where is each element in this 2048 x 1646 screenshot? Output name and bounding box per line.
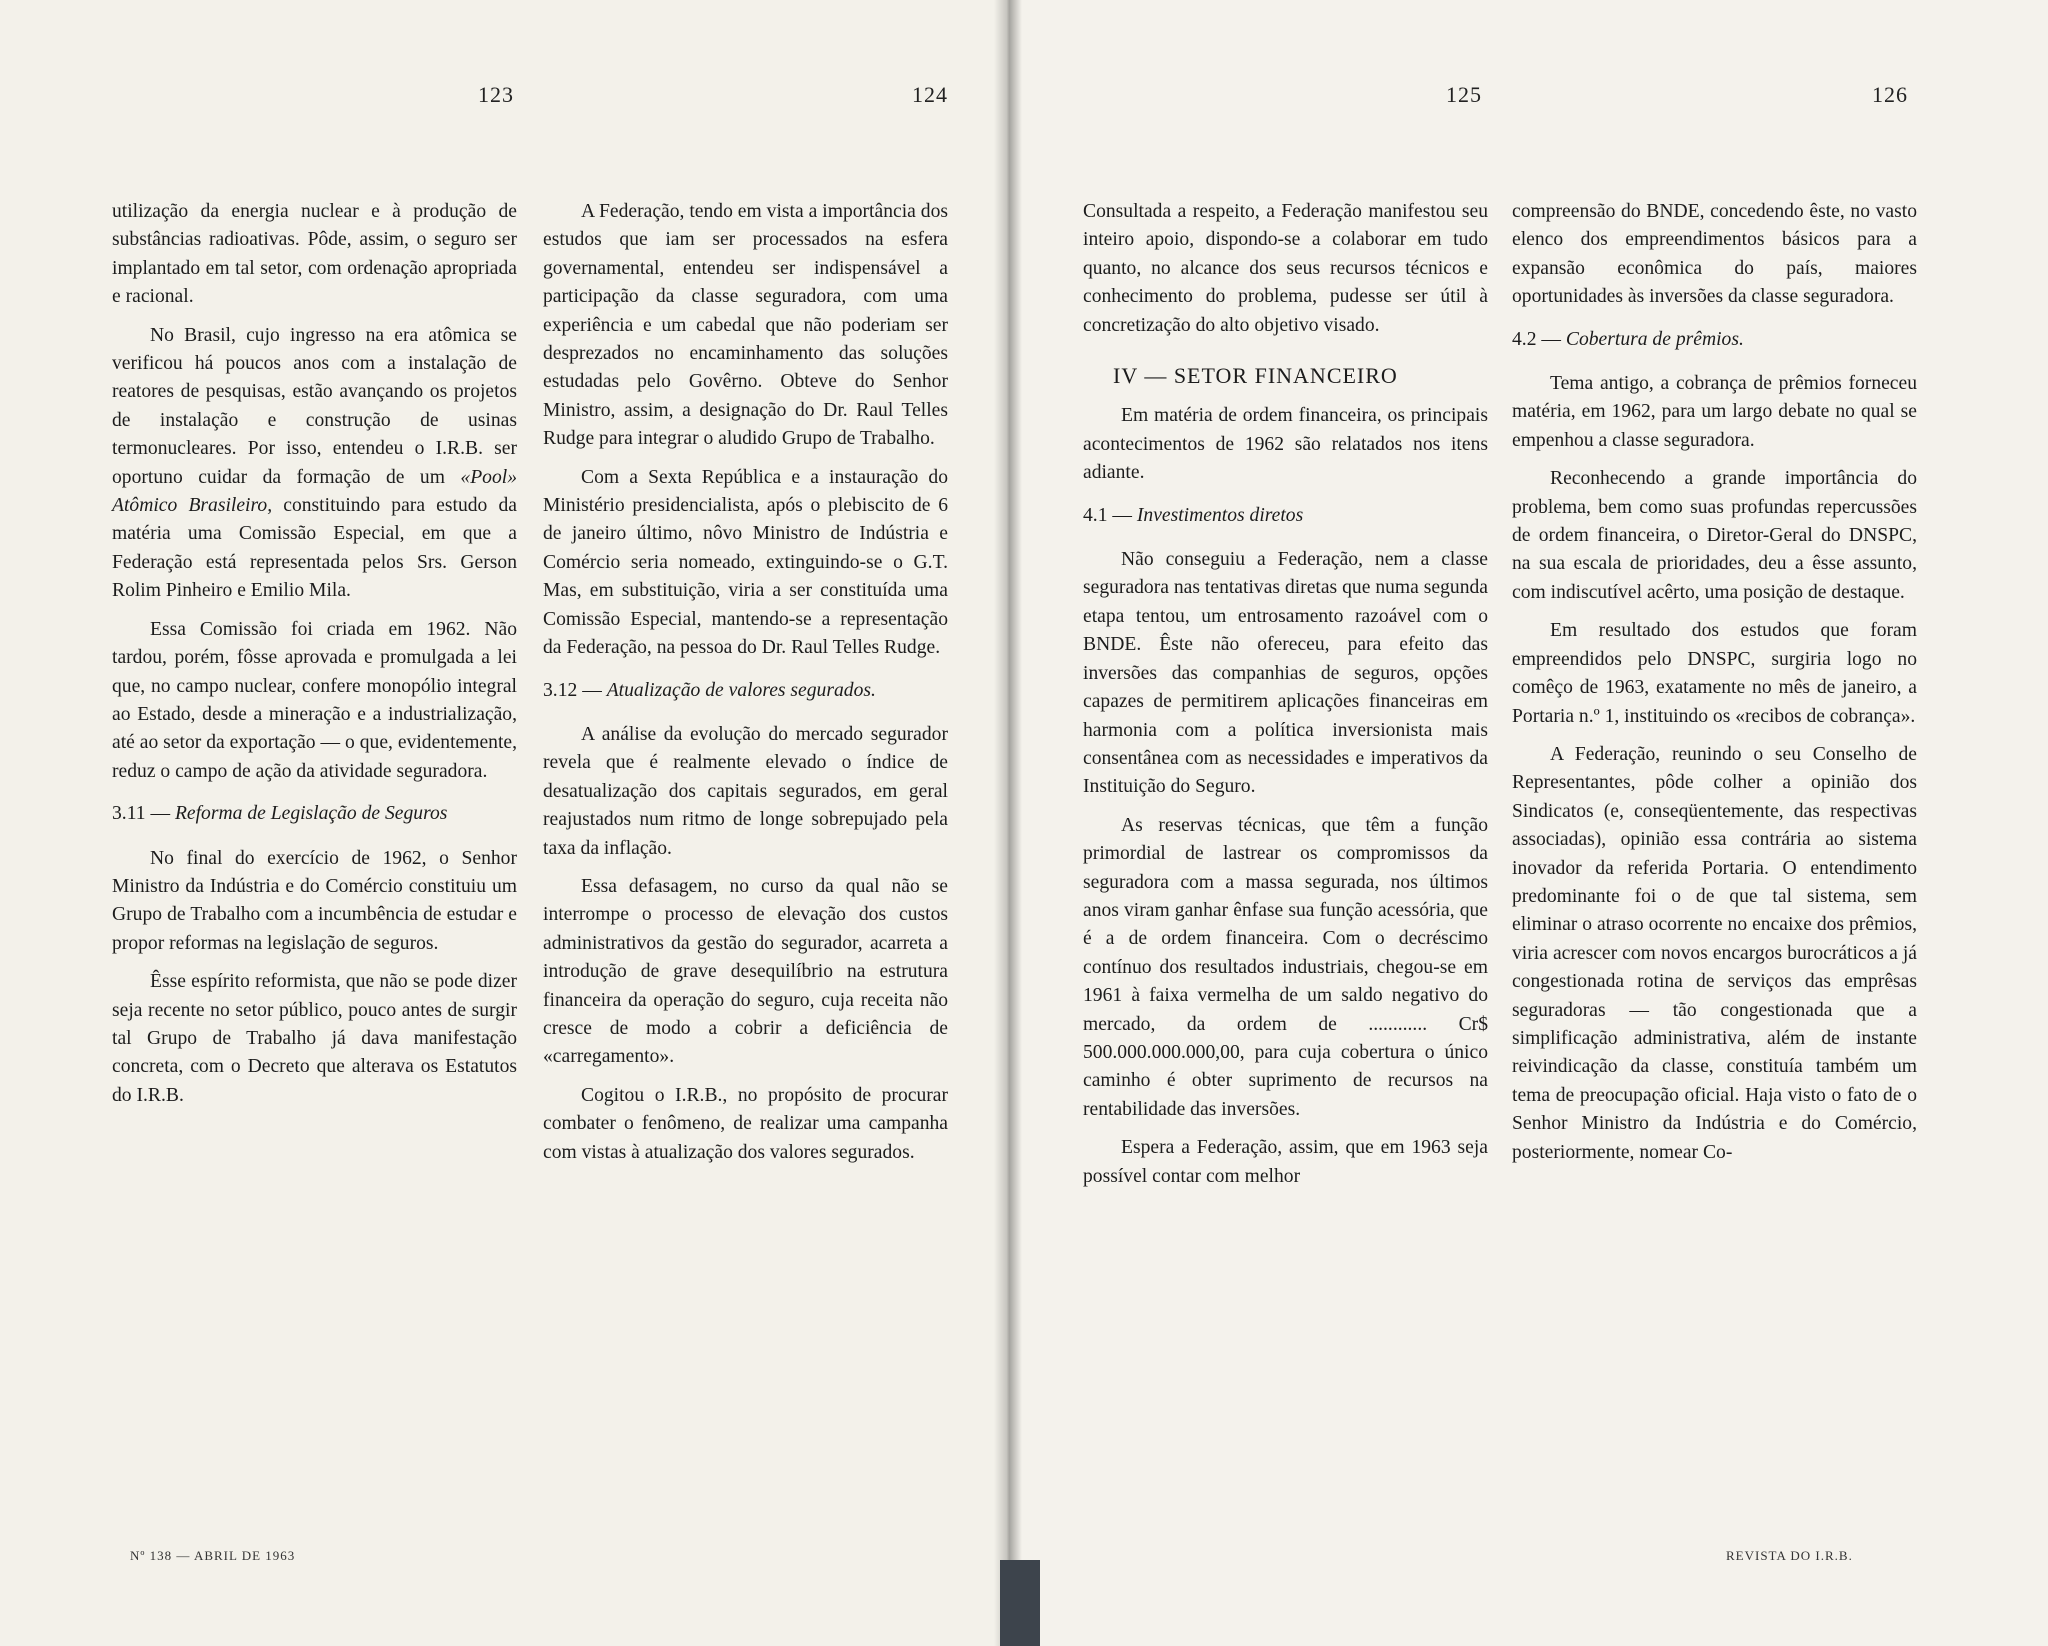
paragraph: Não conseguiu a Federação, nem a classe seguradora nas tentativas diretas que numa segunda etapa tentou, um entrosamento razoável com o BNDE. Êste não ofereceu, para efeito das inversões das companhias de seguros, opções capazes de permitirem aplicações financeiras em harmonia com a política inversionista mais consentânea com as necessidades e imperativos da Instituição do Seguro. xyxy=(1083,549,1488,798)
binding-edge xyxy=(1000,1560,1040,1646)
paragraph: A análise da evolução do mercado segurador revela que é realmente elevado o índice de desatualização dos capitais segurados, em geral reajustados num ritmo de longe sobrepujado pela taxa da inflação. xyxy=(543,723,948,859)
paragraph: A Federação, reunindo o seu Conselho de Representantes, pôde colher a opinião dos Sindicatos (e, conseqüentemente, das respectivas associadas), opinião essa contrária ao sistema inovador da referida Portaria. O entendimento predominante foi o de que tal sistema, sem eliminar o atraso ocorrente no encaixe dos prêmios, viria acrescer com novos encargos burocráticos a já congestionada rotina de serviços das emprêsas seguradoras — tão congestionada que a simplificação administrativa, além de instante reivindicação da classe, constituía também um tema de preocupação oficial. Haja visto o fato de o Senhor Ministro da Indústria e do Comércio, posteriormente, nomear Co- xyxy=(1512,743,1917,1163)
section-heading-4-2: 4.2 — Cobertura de prêmios. xyxy=(1512,328,1744,350)
page-number-125: 125 xyxy=(1446,82,1482,107)
section-heading-3-11: 3.11 — Reforma de Legislação de Seguros xyxy=(112,803,448,825)
column-3 xyxy=(1083,198,1488,1201)
footer-issue: Nº 138 — ABRIL DE 1963 xyxy=(130,1548,296,1563)
paragraph: Essa defasagem, no curso da qual não se interrompe o processo de elevação dos custos administrativos da gestão do segurador, acarreta a introdução de grave desequilíbrio na estrutura financeira da operação do seguro, cuja receita não cresce de modo a cobrir a deficiência de «carregamento». xyxy=(543,875,948,1068)
column-4 xyxy=(1512,198,1917,1177)
page-number-126: 126 xyxy=(1872,82,1908,107)
section-heading-4-1: 4.1 — Investimentos diretos xyxy=(1083,504,1304,526)
paragraph: Reconhecendo a grande importância do problema, bem como suas profundas repercussões de ordem financeira, o Diretor-Geral do DNSPC, na sua escala de prioridades, deu a êsse assunto, com indiscutível acêrto, uma posição de destaque. xyxy=(1512,468,1917,603)
paragraph: Com a Sexta República e a instauração do Ministério presidencialista, após o plebiscito de 6 de janeiro último, nôvo Ministro de Indústria e Comércio seria nomeado, extinguindo-se o G.T. Mas, em substituição, viria a ser constituída uma Comissão Especial, mantendo-se a representação da Federação, na pessoa do Dr. Raul Telles Rudge. xyxy=(543,466,948,659)
paragraph: Em matéria de ordem financeira, os principais acontecimentos de 1962 são relatados nos itens adiante. xyxy=(1083,405,1488,484)
paragraph: Cogitou o I.R.B., no propósito de procurar combater o fenômeno, de realizar uma campanha com vistas à atualização dos valores segurados. xyxy=(543,1084,948,1163)
column-2 xyxy=(543,198,948,1177)
paragraph: utilização da energia nuclear e à produção de substâncias radioativas. Pôde, assim, o seguro ser implantado em tal setor, com ordenação apropriada e racional. xyxy=(112,201,517,308)
paragraph: As reservas técnicas, que têm a função primordial de lastrear os compromissos da seguradora com a massa segurada, nos últimos anos viram ganhar ênfase sua função acessória, que é a de ordem financeira. Com o decréscimo contínuo dos resultados industriais, chegou-se em 1961 à faixa vermelha de um saldo negativo do mercado, da ordem de ............ Cr$ 500.000.000.000,00, para cuja cobertura o único caminho é obter suprimento de recursos na rentabilidade das inversões. xyxy=(1083,814,1488,1120)
column-1 xyxy=(112,198,517,1120)
section-heading-iv: IV — SETOR FINANCEIRO xyxy=(1113,363,1398,389)
paragraph: No Brasil, cujo ingresso na era atômica se verificou há poucos anos com a instalação de reatores de pesquisas, estão avançando os projetos de instalação e construção de usinas termonucleares. Por isso, entendeu o I.R.B. ser oportuno cuidar da formação de um «Pool» Atômico Brasileiro, constituindo para estudo da matéria uma Comissão Especial, em que a Federação está representada pelos Srs. Gerson Rolim Pinheiro e Emilio Mila. xyxy=(112,324,517,602)
paragraph: No final do exercício de 1962, o Senhor Ministro da Indústria e do Comércio constituiu um Grupo de Trabalho com a incumbência de estudar e propor reformas na legislação de seguros. xyxy=(112,847,517,954)
paragraph: Tema antigo, a cobrança de prêmios forneceu matéria, em 1962, para um largo debate no qual se empenhou a classe seguradora. xyxy=(1512,373,1917,451)
page-number-124: 124 xyxy=(912,82,948,107)
footer-journal: REVISTA DO I.R.B. xyxy=(1726,1548,1853,1563)
paragraph: A Federação, tendo em vista a importância dos estudos que iam ser processados na esfera governamental, entendeu ser indispensável a participação da classe seguradora, com uma experiência e um cabedal que não poderiam ser desprezados no encaminhamento das soluções estudadas pelo Govêrno. Obteve do Senhor Ministro, assim, a designação do Dr. Raul Telles Rudge para integrar o aludido Grupo de Trabalho. xyxy=(543,201,948,450)
paragraph: Êsse espírito reformista, que não se pode dizer seja recente no setor público, pouco antes de surgir tal Grupo de Trabalho já dava manifestação concreta, com o Decreto que alterava os Estatutos do I.R.B. xyxy=(112,971,517,1106)
page-number-123: 123 xyxy=(478,82,514,107)
paragraph: Essa Comissão foi criada em 1962. Não tardou, porém, fôsse aprovada e promulgada a lei que, no campo nuclear, confere monopólio integral ao Estado, desde a mineração e a industrialização, até ao setor da exportação — o que, evidentemente, reduz o campo de ação da atividade seguradora. xyxy=(112,618,517,782)
paragraph: Consultada a respeito, a Federação manifestou seu inteiro apoio, dispondo-se a colaborar em tudo quanto, no alcance dos seus recursos técnicos e conhecimento do problema, pudesse ser útil à concretização do alto objetivo visado. xyxy=(1083,201,1488,336)
paragraph: Espera a Federação, assim, que em 1963 seja possível contar com melhor xyxy=(1083,1137,1488,1187)
paragraph: compreensão do BNDE, concedendo êste, no vasto elenco dos empreendimentos básicos para a expansão econômica do país, maiores oportunidades às inversões da classe seguradora. xyxy=(1512,201,1917,308)
paragraph: Em resultado dos estudos que foram empreendidos pelo DNSPC, surgiria logo no comêço de 1963, exatamente no mês de janeiro, a Portaria n.º 1, instituindo os «recibos de cobrança». xyxy=(1512,620,1917,727)
section-heading-3-12: 3.12 — Atualização de valores segurados. xyxy=(543,679,876,701)
